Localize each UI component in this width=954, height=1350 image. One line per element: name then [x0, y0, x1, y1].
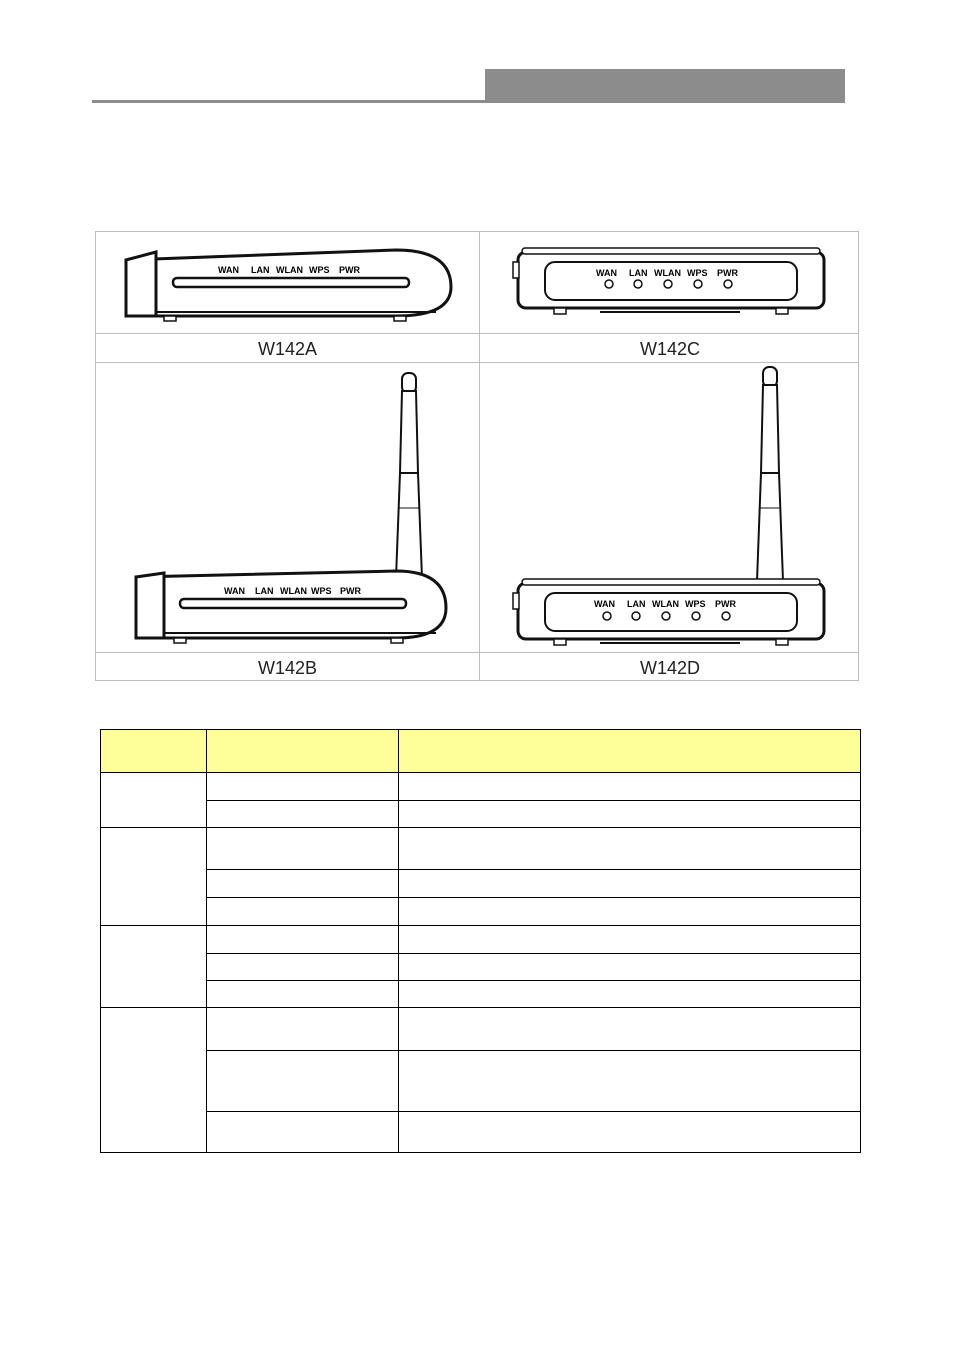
table-cell [101, 773, 207, 828]
led-label-wan: WAN [224, 586, 245, 596]
table-cell [207, 828, 399, 870]
table-cell [101, 828, 207, 926]
table-row [101, 870, 861, 898]
table-cell [399, 801, 861, 828]
figure-divider [96, 652, 858, 653]
table-cell [399, 898, 861, 926]
table-cell [207, 926, 399, 954]
led-label-lan: LAN [627, 599, 646, 609]
led-label-wps: WPS [687, 268, 708, 278]
led-label-pwr: PWR [715, 599, 736, 609]
table-row [101, 1008, 861, 1051]
led-label-wlan: WLAN [280, 586, 307, 596]
table-cell [207, 898, 399, 926]
router-w142a-drawing [96, 232, 479, 333]
table-row [101, 926, 861, 954]
table-header-cell [399, 730, 861, 773]
table-cell [399, 954, 861, 981]
table-row [101, 981, 861, 1008]
table-cell [101, 1008, 207, 1153]
router-w142c-drawing [480, 232, 860, 333]
led-label-wlan: WLAN [652, 599, 679, 609]
table-cell [207, 1008, 399, 1051]
table-cell [399, 1112, 861, 1153]
table-cell [207, 801, 399, 828]
model-caption-w142d: W142D [639, 658, 701, 678]
table-cell [207, 773, 399, 801]
table-row [101, 1051, 861, 1112]
table-row [101, 954, 861, 981]
led-label-pwr: PWR [340, 586, 361, 596]
table-header-row [101, 730, 861, 773]
table-row [101, 898, 861, 926]
table-row [101, 801, 861, 828]
figure-divider [96, 333, 858, 334]
led-label-lan: LAN [255, 586, 274, 596]
led-label-lan: LAN [251, 265, 270, 275]
router-w142d-drawing [480, 363, 860, 652]
router-models-figure [95, 231, 859, 681]
table-row [101, 1112, 861, 1153]
table-cell [101, 926, 207, 1008]
led-label-wan: WAN [218, 265, 239, 275]
header-bar [485, 69, 845, 103]
router-w142b-drawing [96, 363, 479, 652]
led-label-lan: LAN [629, 268, 648, 278]
table-cell [207, 1112, 399, 1153]
table-cell [207, 954, 399, 981]
led-label-wan: WAN [596, 268, 617, 278]
table-cell [207, 1051, 399, 1112]
led-indicator-table [100, 729, 861, 1153]
model-caption-w142a: W142A [257, 339, 318, 359]
model-caption-w142c: W142C [639, 339, 701, 359]
table-cell [399, 1008, 861, 1051]
led-label-wps: WPS [311, 586, 332, 596]
table-header-cell [101, 730, 207, 773]
led-label-pwr: PWR [339, 265, 360, 275]
table-cell [399, 773, 861, 801]
table-row [101, 773, 861, 801]
table-cell [207, 870, 399, 898]
model-caption-w142b: W142B [257, 658, 318, 678]
table-cell [399, 926, 861, 954]
table-cell [399, 828, 861, 870]
led-label-wps: WPS [309, 265, 330, 275]
led-label-wan: WAN [594, 599, 615, 609]
led-label-wlan: WLAN [276, 265, 303, 275]
table-cell [399, 981, 861, 1008]
table-cell [399, 1051, 861, 1112]
table-cell [399, 870, 861, 898]
table-cell [207, 981, 399, 1008]
led-label-wps: WPS [685, 599, 706, 609]
table-header-cell [207, 730, 399, 773]
table-row [101, 828, 861, 870]
led-label-pwr: PWR [717, 268, 738, 278]
led-label-wlan: WLAN [654, 268, 681, 278]
